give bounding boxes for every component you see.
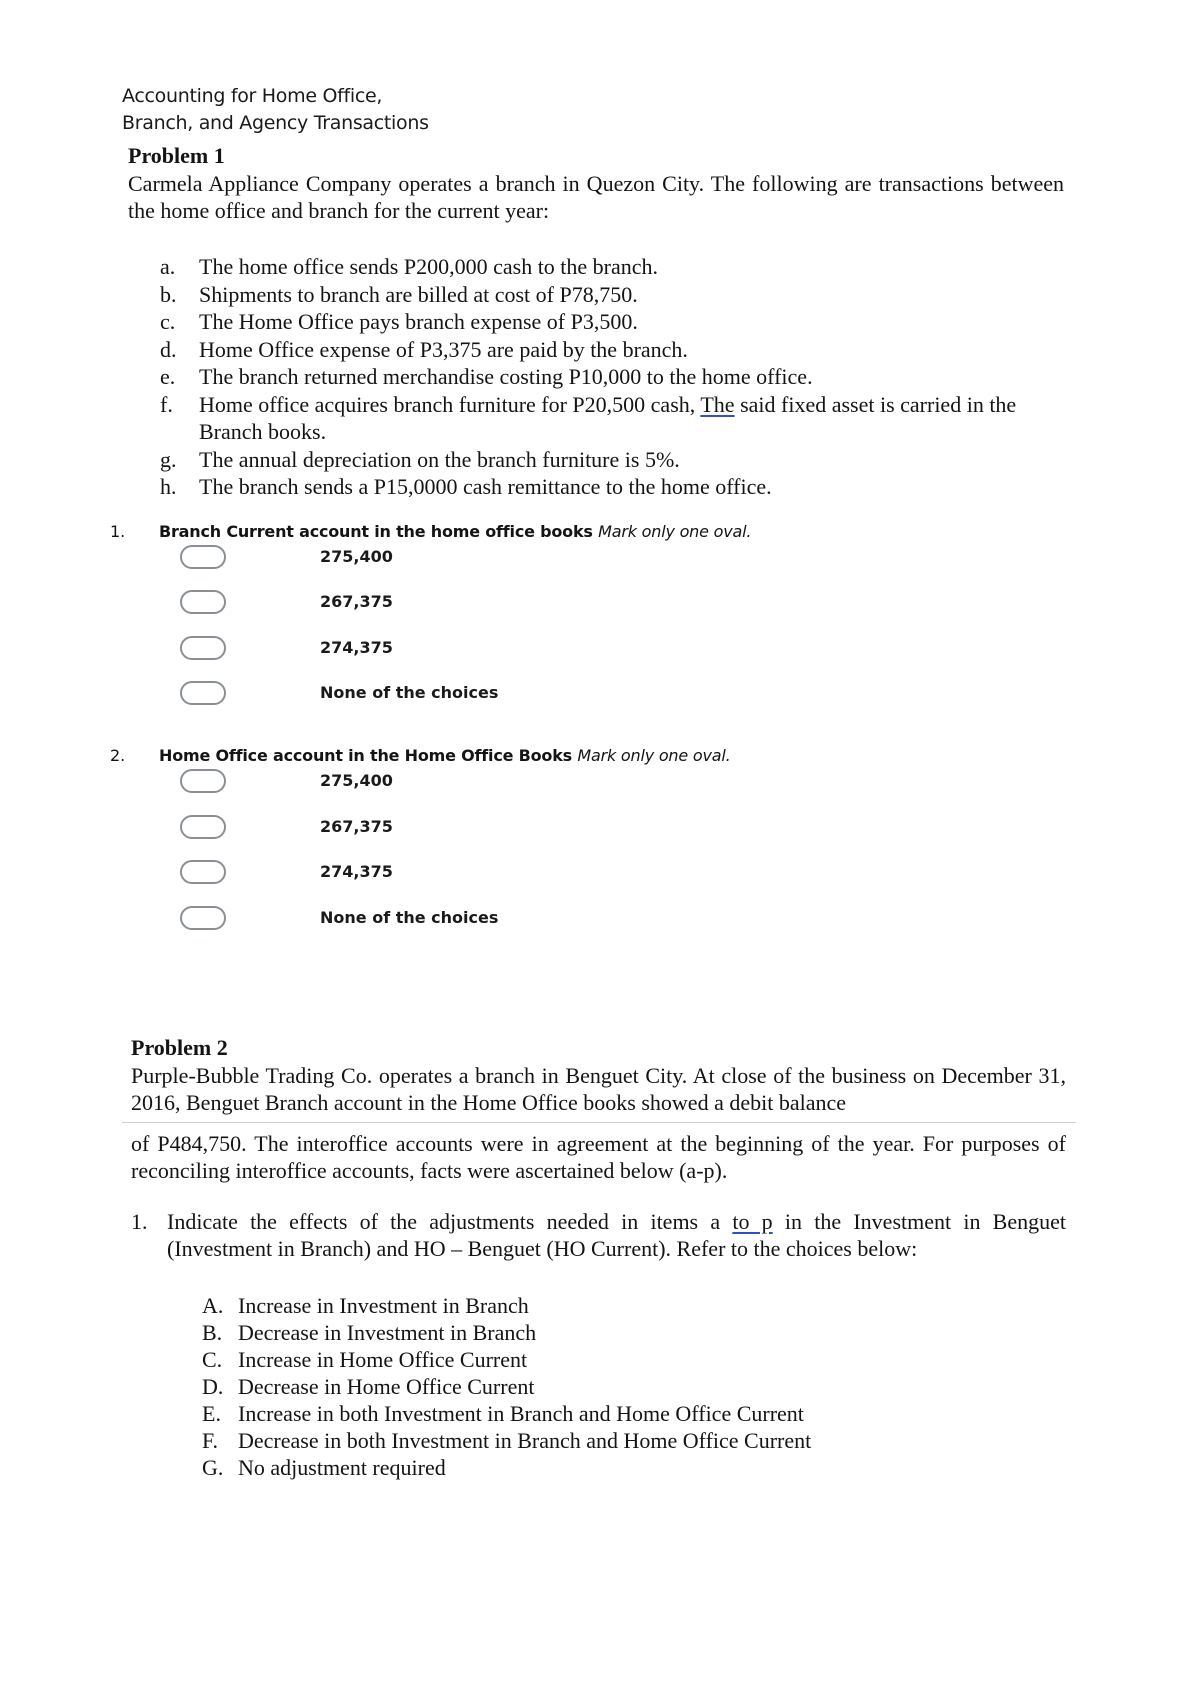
- choice-letter: C.: [202, 1347, 223, 1372]
- choice-letter: B.: [202, 1320, 223, 1345]
- item-letter: d.: [160, 336, 177, 362]
- radio-oval[interactable]: [180, 906, 226, 930]
- item-letter: g.: [160, 446, 177, 472]
- list-item: [160, 308, 1066, 336]
- choice-letter: D.: [202, 1374, 224, 1399]
- question-hint: Mark only one oval.: [598, 522, 752, 541]
- question-text: [159, 522, 751, 541]
- question-number: 1.: [110, 522, 126, 541]
- option-label: 267,375: [320, 592, 393, 611]
- choice-letter: F.: [202, 1428, 218, 1453]
- list-item: [202, 1373, 811, 1400]
- question-text-part: in the Investment in Benguet (Investment in Branch) and HO – Benguet (HO Current). Refer to the choices below:: [167, 1209, 1066, 1261]
- option-label: None of the choices: [320, 683, 499, 702]
- question-prompt: Branch Current account in the home office books: [159, 522, 593, 541]
- list-item: [160, 281, 1066, 309]
- question-prompt: Home Office account in the Home Office Books: [159, 746, 572, 765]
- item-text: The branch sends a P15,0000 cash remittance to the home office.: [199, 474, 772, 499]
- radio-oval[interactable]: [180, 590, 226, 614]
- option-label: None of the choices: [320, 908, 499, 927]
- question-text-underlined: to p: [732, 1209, 773, 1234]
- choice-letter: G.: [202, 1455, 224, 1480]
- list-item: [202, 1346, 811, 1373]
- item-text: Home Office expense of P3,375 are paid by the branch.: [199, 336, 688, 362]
- choice-text: No adjustment required: [238, 1455, 446, 1480]
- item-text: The home office sends P200,000 cash to the branch.: [199, 254, 659, 279]
- choice-text: Increase in Home Office Current: [238, 1347, 528, 1372]
- list-item: [160, 391, 1066, 446]
- item-letter: h.: [160, 474, 177, 499]
- choice-text: Increase in Investment in Branch: [238, 1293, 529, 1318]
- item-text-part: said fixed asset is carried in the Branch books.: [199, 391, 1017, 444]
- list-item: [160, 253, 1066, 281]
- list-item: [160, 446, 1066, 474]
- item-text: Shipments to branch are billed at cost of P78,750.: [199, 281, 638, 307]
- problem-2-question: [131, 1208, 1066, 1262]
- option-label: 267,375: [320, 817, 393, 836]
- list-item: [202, 1454, 811, 1481]
- radio-oval[interactable]: [180, 545, 226, 569]
- choice-text: Decrease in Home Office Current: [238, 1374, 535, 1399]
- choice-text: Decrease in both Investment in Branch and Home Office Current: [238, 1428, 812, 1453]
- radio-oval[interactable]: [180, 769, 226, 793]
- question-text: [167, 1208, 1066, 1262]
- document-header-line-2: Branch, and Agency Transactions: [122, 112, 429, 134]
- item-letter: a.: [160, 254, 176, 279]
- choice-text: Decrease in Investment in Branch: [238, 1320, 537, 1345]
- question-number: 2.: [110, 746, 126, 765]
- page-divider: [122, 1122, 1076, 1123]
- list-item: [202, 1319, 811, 1346]
- radio-oval[interactable]: [180, 636, 226, 660]
- list-item: [160, 336, 1066, 364]
- question-text-part: Indicate the effects of the adjustments needed in items a: [167, 1209, 733, 1234]
- item-letter: b.: [160, 281, 177, 307]
- document-header-line-1: Accounting for Home Office,: [122, 85, 383, 107]
- item-text-underlined: The: [700, 391, 735, 417]
- list-item: [202, 1400, 811, 1427]
- question-number: 1.: [131, 1209, 148, 1234]
- list-item: [202, 1292, 811, 1319]
- problem-2-intro: Purple-Bubble Trading Co. operates a branch in Benguet City. At close of the business on December 31, 2016, Benguet Branch account in the Home Office books showed a debit balance: [131, 1063, 1066, 1115]
- item-letter: c.: [160, 309, 176, 334]
- item-text-part: Home office acquires branch furniture for P20,500 cash,: [199, 391, 701, 417]
- option-label: 274,375: [320, 862, 393, 881]
- problem-1-transaction-list: [160, 253, 1066, 501]
- problem-2-choice-list: [202, 1292, 811, 1481]
- item-letter: e.: [160, 364, 176, 389]
- choice-letter: A.: [202, 1293, 224, 1318]
- item-text: The branch returned merchandise costing P10,000 to the home office.: [199, 364, 813, 389]
- problem-2-intro-continued: of P484,750. The interoffice accounts were in agreement at the beginning of the year. For purposes of reconciling interoffice accounts, facts were ascertained below (a-p).: [131, 1131, 1066, 1183]
- list-item: [160, 473, 1066, 501]
- option-label: 275,400: [320, 547, 393, 566]
- radio-oval[interactable]: [180, 860, 226, 884]
- radio-oval[interactable]: [180, 681, 226, 705]
- list-item: [160, 363, 1066, 391]
- list-item: [202, 1427, 811, 1454]
- item-text: The Home Office pays branch expense of P3,500.: [199, 309, 638, 334]
- choice-letter: E.: [202, 1401, 221, 1426]
- question-hint: Mark only one oval.: [577, 746, 731, 765]
- problem-1-title: Problem 1: [128, 143, 225, 168]
- problem-2-title: Problem 2: [131, 1035, 228, 1060]
- problem-1-intro: Carmela Appliance Company operates a branch in Quezon City. The following are transactions between the home office and branch for the current year:: [128, 171, 1064, 223]
- radio-oval[interactable]: [180, 815, 226, 839]
- question-text: [159, 746, 731, 765]
- option-label: 275,400: [320, 771, 393, 790]
- item-text: [199, 391, 1066, 446]
- item-text: The annual depreciation on the branch furniture is 5%.: [199, 446, 680, 472]
- item-letter: f.: [160, 391, 173, 417]
- choice-text: Increase in both Investment in Branch and Home Office Current: [238, 1401, 804, 1426]
- option-label: 274,375: [320, 638, 393, 657]
